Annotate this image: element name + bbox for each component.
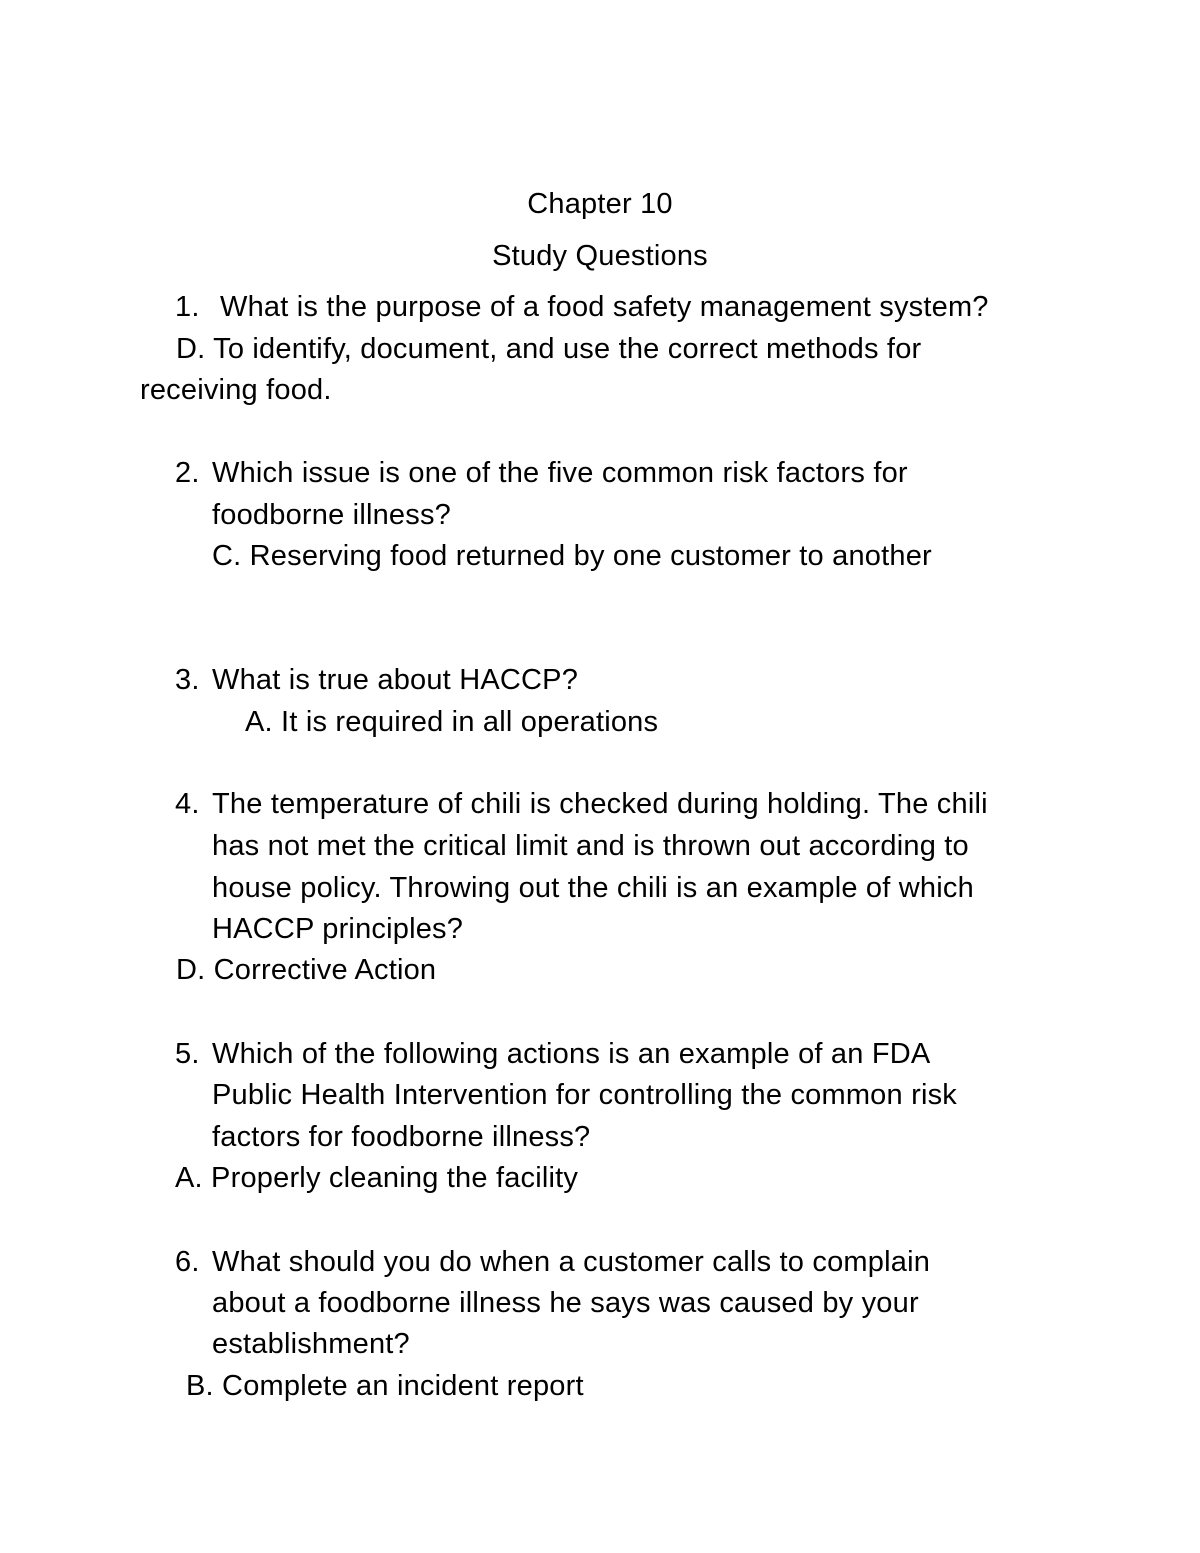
question-text: HACCP principles?: [212, 913, 464, 945]
question-text: The temperature of chili is checked during holding. The chili: [212, 788, 988, 820]
question-text: Which of the following actions is an example of an FDA: [212, 1038, 931, 1070]
answer-text: D. To identify, document, and use the correct methods for: [176, 333, 922, 365]
question-text: about a foodborne illness he says was caused by your: [212, 1287, 919, 1319]
question-number: 5.: [175, 1038, 200, 1070]
question-text: What is the purpose of a food safety management system?: [220, 291, 989, 323]
question-text: has not met the critical limit and is thrown out according to: [212, 830, 969, 862]
question-text: Which issue is one of the five common risk factors for: [212, 457, 908, 489]
question-number: 3.: [175, 664, 200, 696]
question-text: house policy. Throwing out the chili is an example of which: [212, 872, 974, 904]
question-number: 1.: [175, 291, 200, 323]
question-number: 6.: [175, 1246, 200, 1278]
question-text: establishment?: [212, 1328, 410, 1360]
question-text: factors for foodborne illness?: [212, 1121, 591, 1153]
answer-text: B. Complete an incident report: [186, 1370, 584, 1402]
page-subtitle: Study Questions: [492, 240, 708, 272]
question-number: 4.: [175, 788, 200, 820]
answer-text: A. Properly cleaning the facility: [175, 1162, 579, 1194]
page-title: Chapter 10: [527, 188, 673, 220]
answer-text: receiving food.: [140, 374, 332, 406]
question-text: Public Health Intervention for controlling the common risk: [212, 1079, 957, 1111]
answer-text: A. It is required in all operations: [245, 706, 659, 738]
question-text: What should you do when a customer calls to complain: [212, 1246, 931, 1278]
answer-text: D. Corrective Action: [176, 954, 437, 986]
answer-text: C. Reserving food returned by one customer to another: [212, 540, 932, 572]
question-number: 2.: [175, 457, 200, 489]
question-text: What is true about HACCP?: [212, 664, 579, 696]
question-text: foodborne illness?: [212, 499, 451, 531]
